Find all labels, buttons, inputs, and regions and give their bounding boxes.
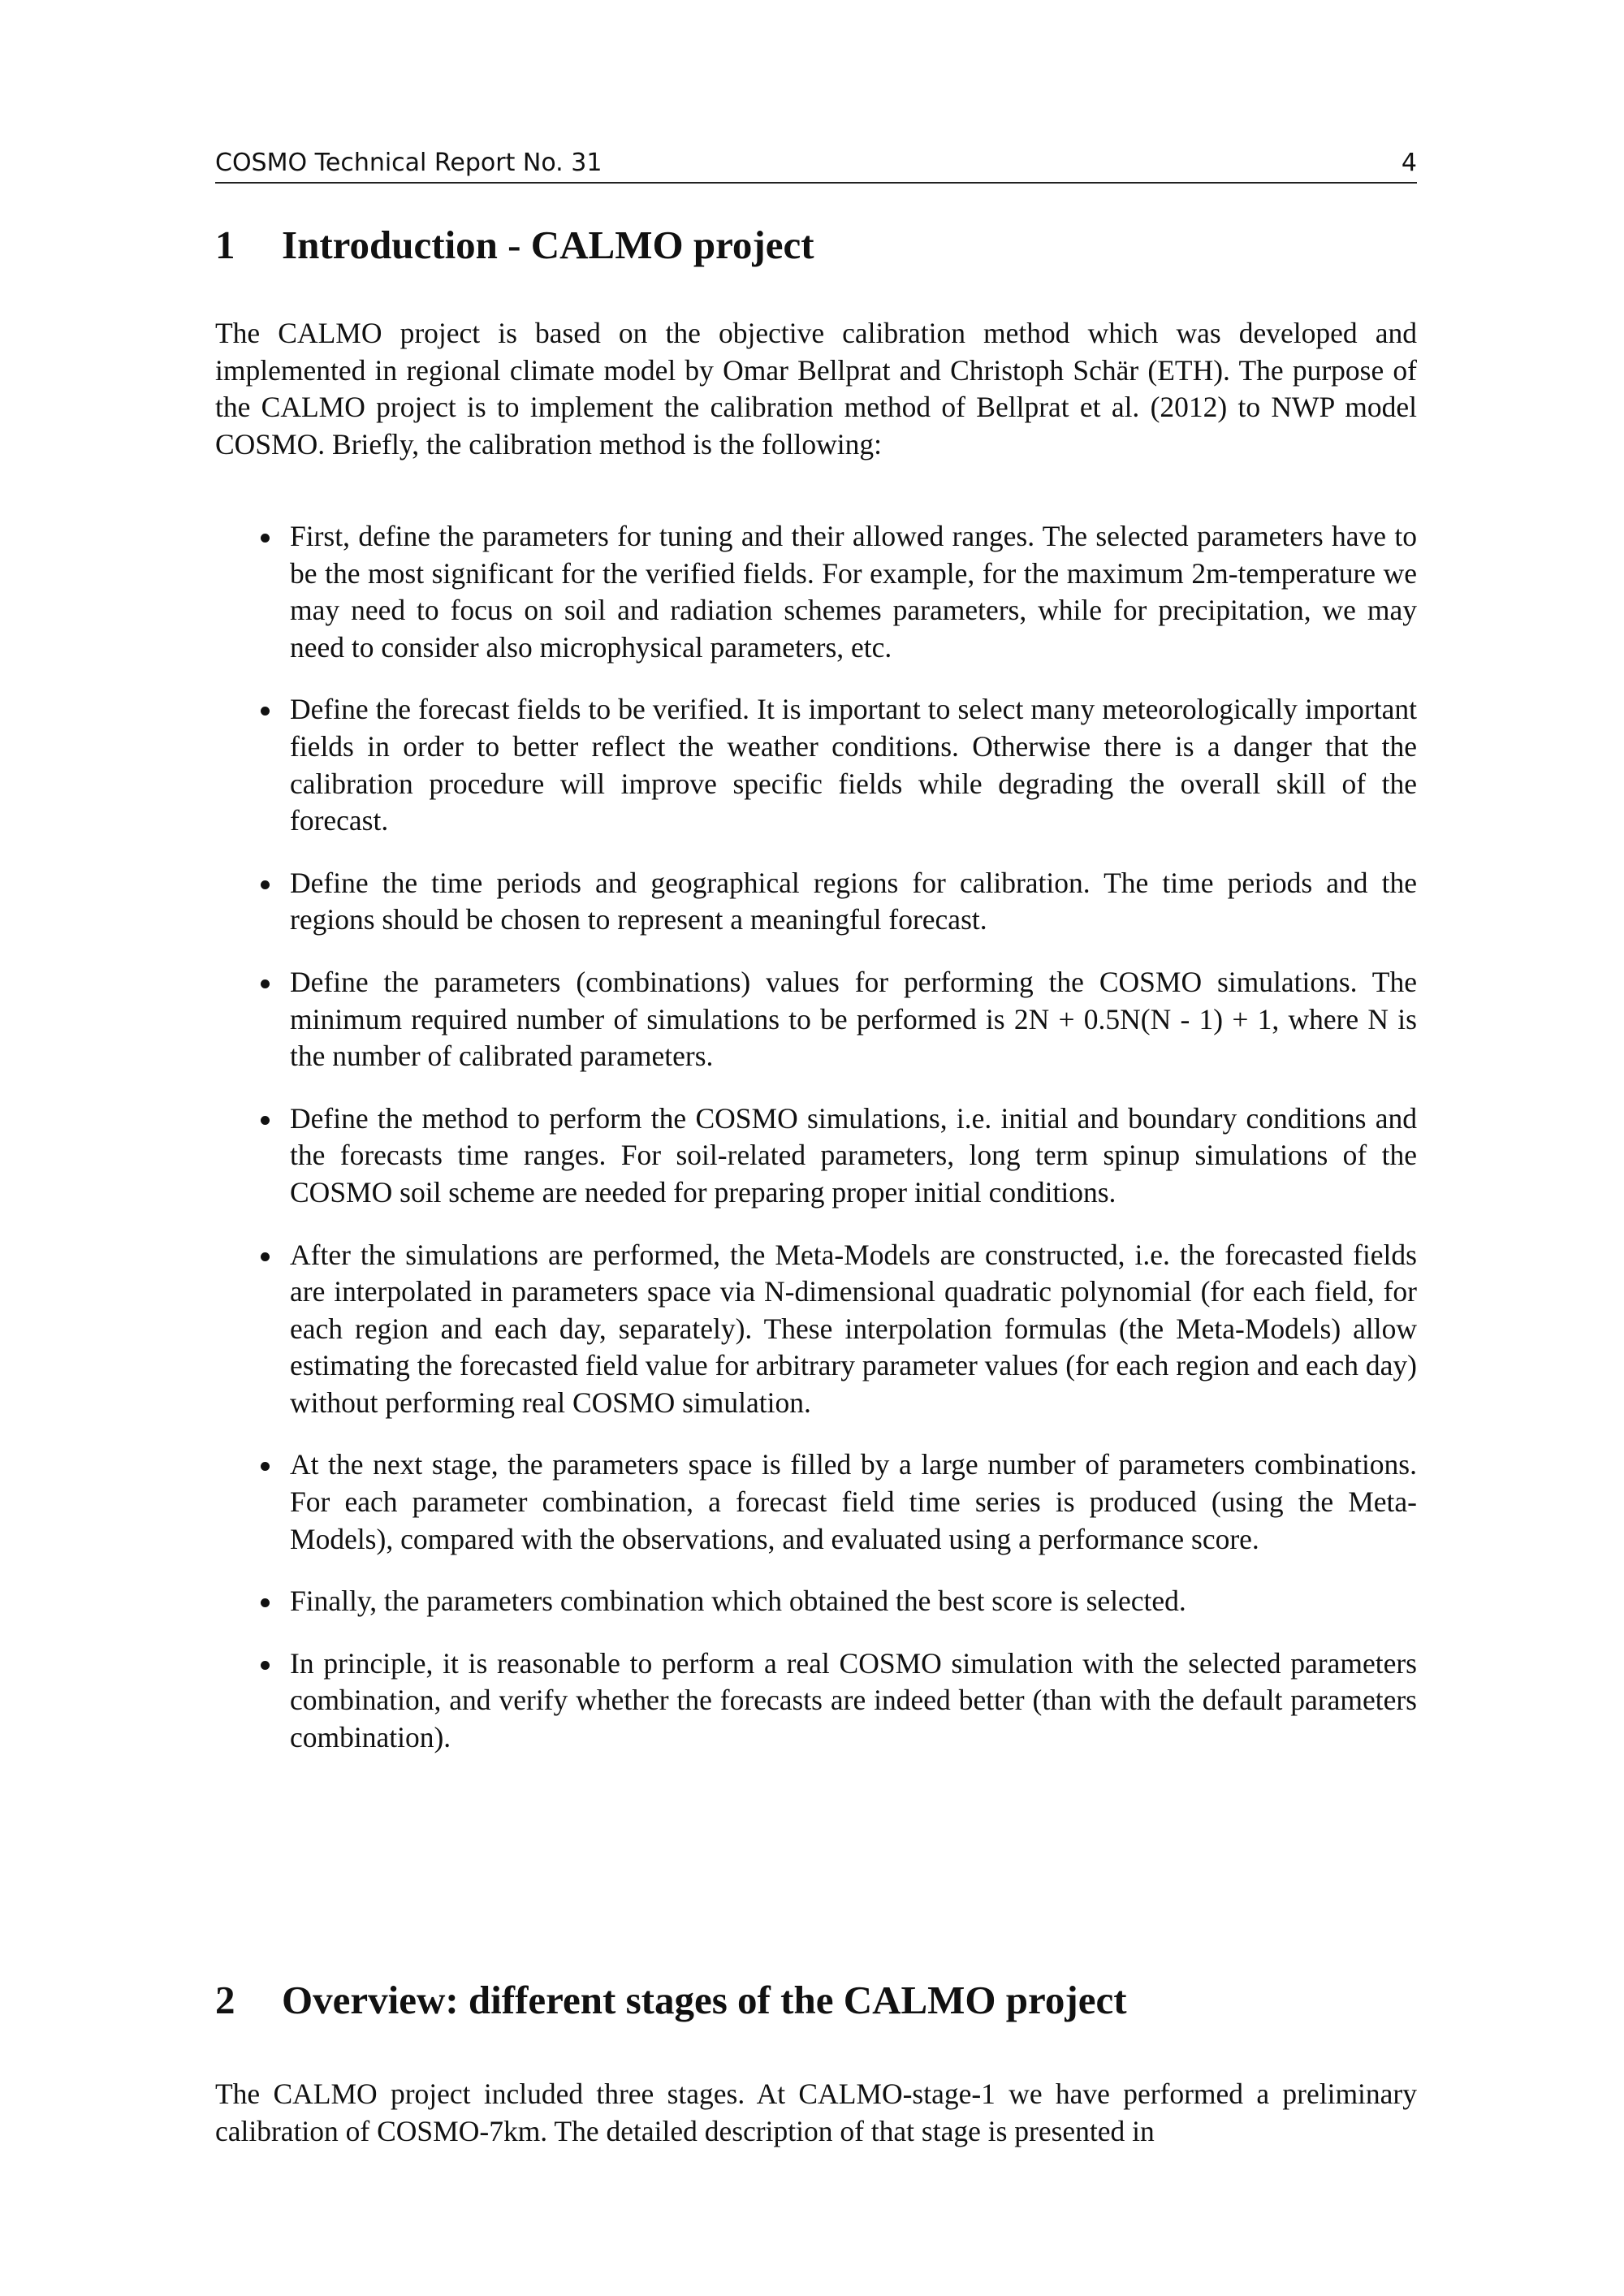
section-1-number: 1 (215, 223, 235, 267)
running-header (215, 143, 1417, 184)
list-item-text: In principle, it is reasonable to perform a real COSMO simulation with the selected parameters combination, and verify whether the forecasts are indeed better (than with the default parameters combination). (290, 1646, 1417, 1754)
list-item (215, 1237, 1417, 1422)
section-2-title: Overview: different stages of the CALMO project (282, 1978, 1127, 2022)
bullet-icon (261, 707, 270, 716)
list-item (215, 1645, 1417, 1757)
bullet-icon (261, 1661, 270, 1670)
page-number: 4 (1401, 149, 1417, 177)
section-1-title: Introduction - CALMO project (282, 223, 814, 267)
section-2-intro (215, 2076, 1417, 2150)
section-2-heading (215, 1976, 1417, 2025)
list-item (215, 1446, 1417, 1558)
list-item-text: Define the time periods and geographical regions for calibration. The time periods and the regions should be chosen to represent a meaningful forecast. (290, 866, 1417, 936)
list-item-text: After the simulations are performed, the Meta-Models are constructed, i.e. the forecasted fields are interpolated in parameters space via N-dimensional quadratic polynomial (for each field, for each region and each day, separately). These interpolation formulas (the Meta-Models) allow estimating the forecasted field value for arbitrary parameter values (for each region and each day) without performing real COSMO simulation. (290, 1238, 1417, 1419)
list-item (215, 964, 1417, 1075)
section-1-intro (215, 315, 1417, 463)
list-item-text: At the next stage, the parameters space is filled by a large number of parameters combinations. For each parameter combination, a forecast field time series is produced (using the Meta-Models), compared with the observations, and evaluated using a performance score. (290, 1448, 1417, 1555)
list-item (215, 1583, 1417, 1620)
bullet-icon (261, 979, 270, 988)
report-title: COSMO Technical Report No. 31 (215, 149, 603, 177)
bullet-icon (261, 1598, 270, 1607)
bullet-icon (261, 534, 270, 543)
bullet-icon (261, 1462, 270, 1471)
list-item-text: Define the method to perform the COSMO simulations, i.e. initial and boundary conditions and the forecasts time ranges. For soil-related parameters, long term spinup simulations of the COSMO soil scheme are needed for preparing proper initial conditions. (290, 1101, 1417, 1209)
list-item-text: Define the parameters (combinations) values for performing the COSMO simulations. The minimum required number of simulations to be performed is 2N + 0.5N(N - 1) + 1, where N is the number of calibrated parameters. (290, 965, 1417, 1073)
calibration-steps-list (215, 518, 1417, 1782)
section-2-number: 2 (215, 1978, 235, 2022)
stages-paragraph: The CALMO project included three stages. At CALMO-stage-1 we have performed a preliminary calibration of COSMO-7km. The detailed description of that stage is presented in (215, 2078, 1417, 2147)
intro-paragraph: The CALMO project is based on the objective calibration method which was developed and implemented in regional climate model by Omar Bellprat and Christoph Schär (ETH). The purpose of the CALMO project is to implement the calibration method of Bellprat et al. (2012) to NWP model COSMO. Briefly, the calibration method is the following: (215, 317, 1417, 460)
list-item (215, 691, 1417, 839)
section-1-heading (215, 221, 1417, 270)
bullet-icon (261, 880, 270, 889)
bullet-icon (261, 1116, 270, 1125)
list-item (215, 1100, 1417, 1212)
bullet-icon (261, 1252, 270, 1261)
list-item-text: Finally, the parameters combination which obtained the best score is selected. (290, 1585, 1186, 1618)
list-item-text: Define the forecast fields to be verified. It is important to select many meteorologically important fields in order to better reflect the weather conditions. Otherwise there is a danger that the calibration procedure will improve specific fields while degrading the overall skill of the forecast. (290, 693, 1417, 837)
list-item (215, 865, 1417, 939)
list-item (215, 518, 1417, 666)
list-item-text: First, define the parameters for tuning and their allowed ranges. The selected parameters have to be the most significant for the verified fields. For example, for the maximum 2m-temperature we may need to focus on soil and radiation schemes parameters, while for precipitation, we may need to consider also microphysical parameters, etc. (290, 520, 1417, 664)
